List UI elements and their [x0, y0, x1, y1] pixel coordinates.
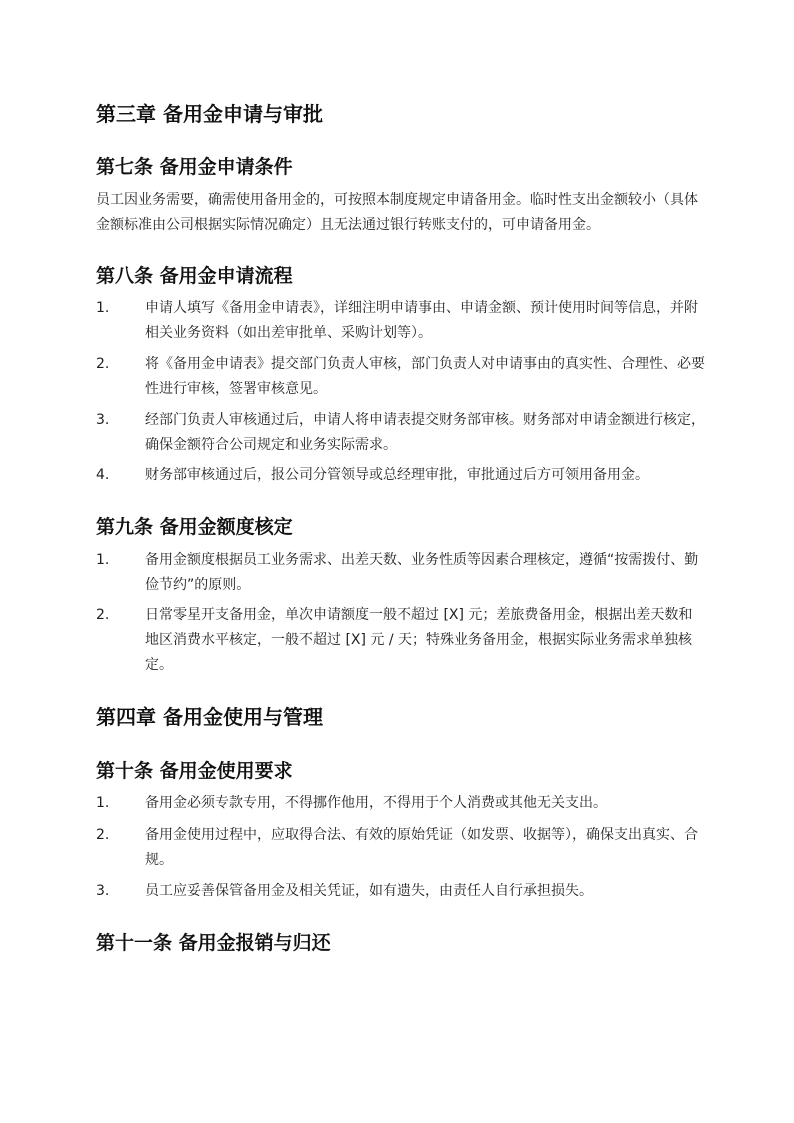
list-item-number: 1.: [96, 300, 110, 316]
list-item-text: 备用金必须专款专用，不得挪作他用，不得用于个人消费或其他无关支出。: [145, 795, 607, 811]
list-item-text: 备用金额度根据员工业务需求、出差天数、业务性质等因素合理核定，遵循“按需拨付、勤俭节约”的原则。: [145, 552, 699, 593]
list-item: [96, 463, 708, 488]
list-item-text: 日常零星开支备用金，单次申请额度一般不超过 [X] 元；差旅费备用金，根据出差天数和地区消费水平核定，一般不超过 [X] 元 / 天；特殊业务备用金，根据实际业务需求单独核定。: [145, 607, 693, 673]
list-item: [96, 408, 708, 458]
article-10-heading: 第十条 备用金使用要求: [96, 760, 293, 782]
list-item-number: 1.: [96, 552, 110, 568]
article-8-heading: 第八条 备用金申请流程: [96, 265, 293, 287]
list-item: [96, 879, 708, 904]
list-item-text: 经部门负责人审核通过后，申请人将申请表提交财务部审核。财务部对申请金额进行核定，确保金额符合公司规定和业务实际需求。: [145, 412, 705, 453]
list-item-number: 4.: [96, 467, 110, 483]
list-item-number: 1.: [96, 795, 110, 811]
article-9-heading: 第九条 备用金额度核定: [96, 516, 293, 538]
list-item-text: 申请人填写《备用金申请表》，详细注明申请事由、申请金额、预计使用时间等信息，并附相关业务资料（如出差审批单、采购计划等）。: [145, 300, 698, 341]
list-item: [96, 603, 708, 678]
article-7-paragraph: 员工因业务需要，确需使用备用金的，可按照本制度规定申请备用金。临时性支出金额较小（具体金额标准由公司根据实际情况确定）且无法通过银行转账支付的，可申请备用金。: [96, 192, 698, 233]
list-item-text: 财务部审核通过后，报公司分管领导或总经理审批，审批通过后方可领用备用金。: [145, 467, 649, 483]
list-item: [96, 548, 708, 598]
article-11-heading: 第十一条 备用金报销与归还: [96, 932, 331, 954]
list-item: [96, 791, 708, 816]
list-item: [96, 296, 708, 346]
list-item-number: 3.: [96, 412, 110, 428]
list-item-text: 员工应妥善保管备用金及相关凭证，如有遗失，由责任人自行承担损失。: [145, 883, 593, 899]
article-7-heading: 第七条 备用金申请条件: [96, 156, 293, 178]
list-item-number: 2.: [96, 356, 110, 372]
chapter-4-heading: 第四章 备用金使用与管理: [96, 705, 323, 729]
list-item-number: 2.: [96, 607, 110, 623]
list-item-number: 3.: [96, 883, 110, 899]
list-item: [96, 823, 708, 873]
list-item-number: 2.: [96, 827, 110, 843]
list-item-text: 将《备用金申请表》提交部门负责人审核，部门负责人对申请事由的真实性、合理性、必要性进行审核，签署审核意见。: [145, 356, 705, 397]
list-item-text: 备用金使用过程中，应取得合法、有效的原始凭证（如发票、收据等），确保支出真实、合规。: [145, 827, 698, 868]
chapter-3-heading: 第三章 备用金申请与审批: [96, 102, 323, 126]
list-item: [96, 352, 708, 402]
